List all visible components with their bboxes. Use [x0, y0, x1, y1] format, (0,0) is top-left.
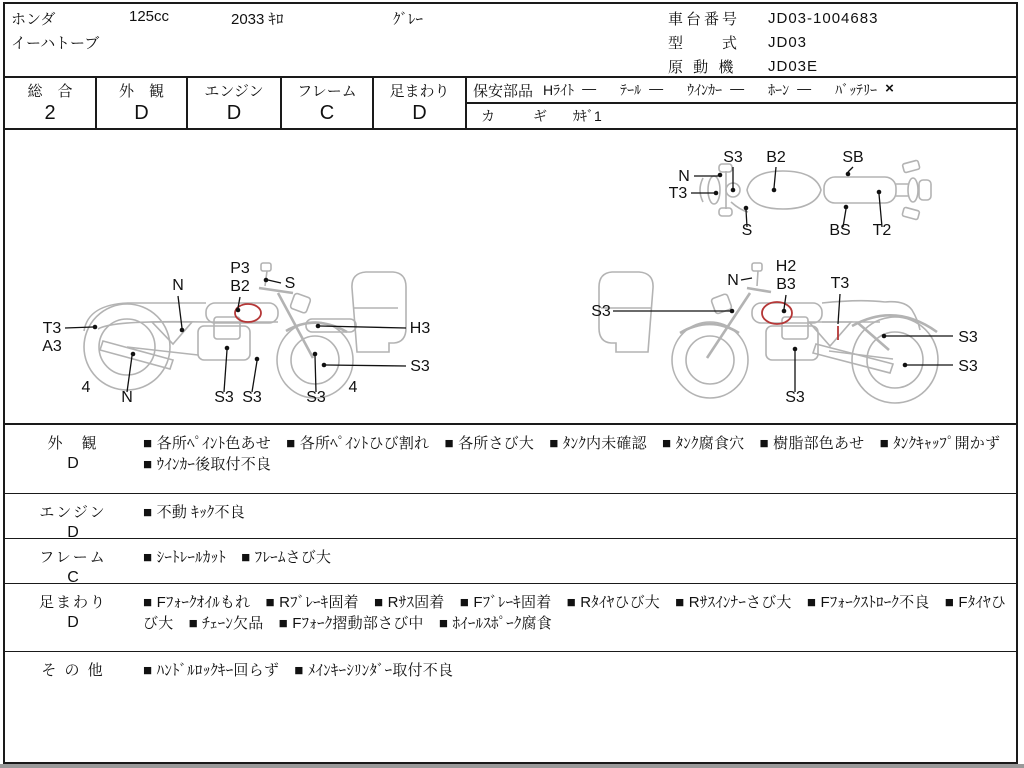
note-category-label: そ の 他	[41, 662, 105, 679]
mark-label: S3	[723, 149, 743, 166]
note-items: ■ Fﾌｫｰｸｵｲﾙもれ ■ Rﾌﾞﾚｰｷ固着 ■ Rｻｽ固着 ■ Fﾌﾞﾚｰｷ固着 ■ Rﾀｲﾔひび大 ■ Rｻｽｲﾝﾅｰさび大 ■ Fﾌｫｰｸｽﾄﾛｰｸ不良 ■ Fﾀｲﾔひび大 ■ ﾁｪｰﾝ欠品 ■ Fﾌｫｰｸ摺動部さび中 ■ ﾎｲｰﾙｽﾎﾟｰｸ腐食	[143, 594, 1007, 632]
mark-label: S3	[958, 358, 978, 375]
type-label: 型 式	[668, 34, 741, 52]
mark-label: A3	[42, 338, 62, 355]
grade-overall-value: 2	[44, 101, 56, 124]
mark-label: BS	[829, 222, 851, 239]
mark-label: 4	[81, 379, 91, 396]
note-category-label: エンジン	[39, 504, 107, 521]
bottom-edge-band	[0, 764, 1024, 768]
note-category-label: 足まわり	[38, 594, 107, 611]
note-row-exterior	[5, 425, 1016, 494]
mark-label: B2	[766, 149, 786, 166]
mark-label: H2	[775, 258, 797, 275]
maker-name: ホンダ	[11, 11, 56, 28]
safety-taillight-status: ―	[649, 80, 664, 96]
note-category-grade: D	[67, 524, 79, 541]
mark-label: SB	[842, 149, 864, 166]
mark-label: T3	[830, 275, 850, 292]
mark-label: S	[741, 222, 753, 239]
grade-undercarriage	[374, 78, 467, 128]
mark-label: S3	[410, 358, 430, 375]
chassis-label: 車台番号	[668, 10, 741, 28]
safety-headlight-label: Hﾗｲﾄ	[543, 82, 575, 98]
note-category-grade: D	[67, 614, 79, 631]
note-items: ■ ｼｰﾄﾚｰﾙｶｯﾄ ■ ﾌﾚｰﾑさび大	[143, 549, 332, 566]
grade-strip	[3, 76, 1018, 130]
condition-notes-table	[3, 423, 1018, 722]
damage-mark-tank-circle	[235, 304, 261, 322]
note-category-grade: C	[67, 569, 79, 586]
mark-label: S	[284, 275, 296, 292]
safety-headlight-status: ―	[582, 80, 597, 96]
mark-label: S3	[306, 389, 326, 406]
safety-winker-status: ―	[730, 80, 745, 96]
damage-diagram-section	[0, 130, 1024, 424]
mark-label: H3	[409, 320, 431, 337]
mark-label: T2	[872, 222, 892, 239]
note-category	[5, 539, 141, 586]
safety-parts-title: 保安部品	[473, 82, 534, 100]
type-row	[668, 30, 878, 54]
safety-battery-status: ×	[885, 80, 894, 97]
engine-label: 原 動 機	[668, 58, 737, 76]
safety-parts-cell	[467, 78, 1016, 128]
safety-headlight	[543, 80, 596, 100]
header-section	[5, 4, 1016, 76]
note-items: ■ 各所ﾍﾟｲﾝﾄ色あせ ■ 各所ﾍﾟｲﾝﾄひび割れ ■ 各所さび大 ■ ﾀﾝｸ内未確認 ■ ﾀﾝｸ腐食穴 ■ 樹脂部色あせ ■ ﾀﾝｸｷｬｯﾌﾟ開かず ■ ｳｲﾝｶｰ後取付不良	[143, 435, 1016, 473]
grade-frame	[282, 78, 374, 128]
grade-undercarriage-label: 足まわり	[389, 82, 450, 100]
damage-mark-tank-circle	[762, 302, 792, 324]
empty-footer-row	[3, 720, 1018, 764]
safety-parts-row	[467, 78, 1016, 104]
right-view-marks	[613, 278, 953, 392]
mark-label: N	[172, 277, 184, 294]
grade-exterior	[97, 78, 188, 128]
safety-horn-label: ﾎｰﾝ	[768, 82, 790, 98]
registration-block	[668, 6, 878, 78]
mark-label: S3	[958, 329, 978, 346]
grade-overall-label: 総 合	[27, 82, 73, 100]
grade-engine	[188, 78, 282, 128]
note-category-label: 外 観	[47, 435, 99, 452]
safety-winker-label: ｳｲﾝｶｰ	[687, 82, 723, 98]
note-row-engine	[5, 494, 1016, 539]
mark-label: T3	[668, 185, 688, 202]
key-row	[467, 104, 1016, 128]
note-items: ■ ﾊﾝﾄﾞﾙﾛｯｸｷｰ回らず ■ ﾒｲﾝｷｰｼﾘﾝﾀﾞｰ取付不良	[143, 662, 454, 679]
bike-diagram-svg	[0, 130, 1024, 424]
mark-label: B2	[230, 278, 250, 295]
grade-exterior-label: 外 観	[118, 82, 164, 100]
chassis-row	[668, 6, 878, 30]
chassis-number: JD03-1004683	[768, 9, 879, 27]
safety-taillight-label: ﾃｰﾙ	[620, 82, 642, 98]
engine-row	[668, 54, 878, 78]
mark-label: S3	[785, 389, 805, 406]
safety-taillight	[620, 80, 663, 100]
note-category	[5, 425, 141, 493]
grade-engine-value: D	[226, 101, 242, 124]
note-category	[5, 652, 141, 720]
note-category	[5, 494, 141, 541]
grade-overall	[5, 78, 97, 128]
body-color: ｸﾞﾚｰ	[393, 11, 424, 28]
note-items: ■ 不動 ｷｯｸ不良	[143, 504, 245, 521]
note-row-undercarriage	[5, 584, 1016, 652]
mark-label: P3	[230, 260, 250, 277]
note-category	[5, 584, 141, 651]
safety-battery	[835, 80, 894, 100]
bike-left-side-view	[42, 260, 430, 406]
mark-label: S3	[214, 389, 234, 406]
safety-battery-label: ﾊﾞｯﾃﾘｰ	[835, 82, 878, 98]
mark-label: B3	[776, 276, 796, 293]
mark-label: S3	[591, 303, 611, 320]
displacement: 125cc	[129, 8, 170, 25]
grade-undercarriage-value: D	[412, 101, 427, 124]
safety-horn-status: ―	[797, 80, 812, 96]
grade-engine-label: エンジン	[204, 82, 264, 100]
grade-exterior-value: D	[134, 101, 149, 124]
safety-winker	[687, 80, 744, 100]
note-row-frame	[5, 539, 1016, 584]
mark-label: T3	[42, 320, 62, 337]
grade-frame-value: C	[319, 101, 335, 124]
bike-top-view	[669, 149, 931, 239]
bike-right-side-view	[591, 258, 978, 406]
note-row-other	[5, 652, 1016, 722]
mark-label: N	[678, 168, 690, 185]
grade-frame-label: フレーム	[297, 82, 357, 100]
key-value: ｶｷﾞ1	[573, 108, 602, 124]
type-value: JD03	[768, 33, 808, 51]
mark-label: 4	[348, 379, 358, 396]
mark-label: N	[727, 272, 739, 289]
mark-label: S3	[242, 389, 262, 406]
key-label: カ ギ	[481, 108, 559, 124]
model-name: イーハトーブ	[11, 35, 100, 52]
mark-label: N	[121, 389, 133, 406]
safety-horn	[768, 80, 811, 100]
note-category-grade: D	[67, 455, 79, 472]
note-category-label: フレーム	[39, 549, 107, 566]
mileage: 2033 ｷﾛ	[231, 11, 284, 28]
engine-value: JD03E	[768, 57, 819, 75]
